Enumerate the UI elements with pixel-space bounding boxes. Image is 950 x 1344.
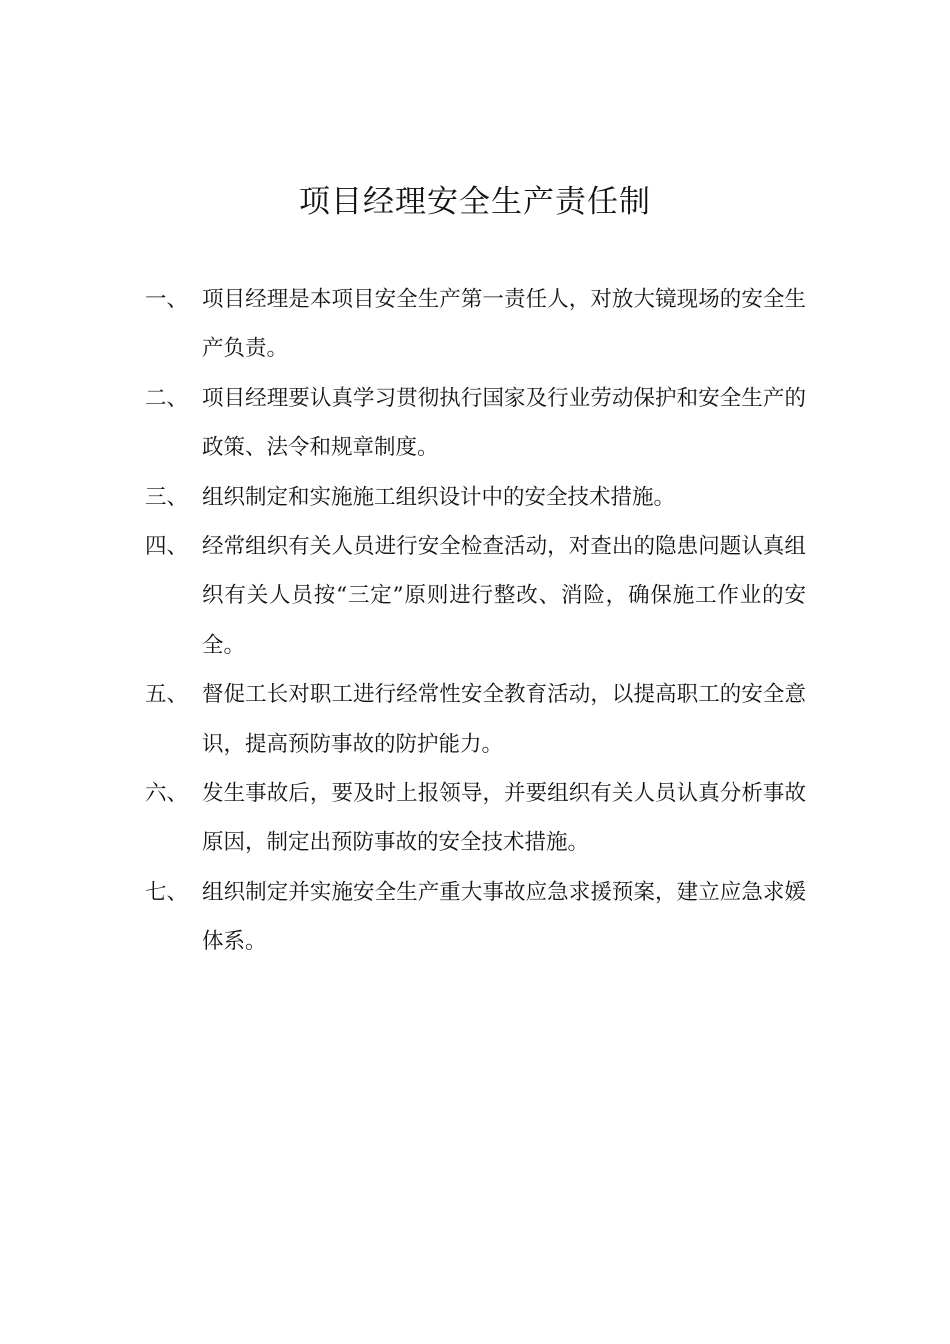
list-item-4 [145, 522, 810, 670]
list-item-5 [145, 670, 810, 769]
item-text: 督促工长对职工进行经常性安全教育活动，以提高职工的安全意识，提高预防事故的防护能力。 [202, 682, 806, 757]
list-item-7 [145, 868, 810, 967]
list-item-1 [145, 275, 810, 374]
item-number: 四、 [145, 534, 189, 560]
item-text: 组织制定和实施施工组织设计中的安全技术措施。 [202, 484, 676, 510]
item-number: 二、 [145, 385, 189, 411]
list-item-3 [145, 473, 810, 522]
list-item-6 [145, 769, 810, 868]
item-number: 五、 [145, 682, 189, 708]
item-number: 六、 [145, 781, 189, 807]
responsibility-list [145, 275, 810, 967]
item-text: 项目经理是本项目安全生产第一责任人，对放大镜现场的安全生产负责。 [202, 287, 806, 362]
item-text: 组织制定并实施安全生产重大事故应急求援预案，建立应急求媛体系。 [202, 879, 806, 955]
item-text: 经常组织有关人员进行安全检查活动，对查出的隐患问题认真组织有关人员按“三定”原则进行整改、消险，确保施工作业的安全。 [202, 534, 806, 658]
list-item-2 [145, 374, 810, 473]
item-text: 项目经理要认真学习贯彻执行国家及行业劳动保护和安全生产的政策、法令和规章制度。 [202, 385, 806, 461]
item-number: 三、 [145, 484, 189, 510]
item-number: 一、 [145, 287, 189, 312]
document-title: 项目经理安全生产责任制 [299, 184, 651, 220]
item-text: 发生事故后，要及时上报领导，并要组织有关人员认真分析事故原因，制定出预防事故的安全技术措施。 [202, 781, 806, 856]
item-number: 七、 [145, 879, 189, 905]
